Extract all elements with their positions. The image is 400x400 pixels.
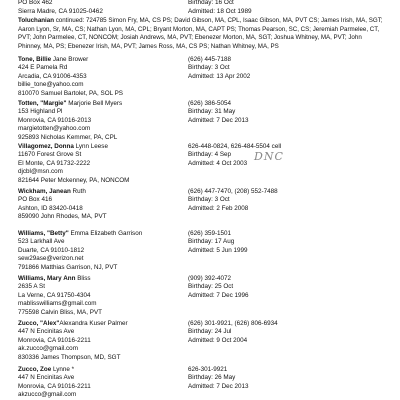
entry-text: billie_tone@yahoo.com <box>18 81 84 89</box>
member-entry <box>18 143 388 185</box>
entry-detail: Birthday: 3 Oct <box>188 196 230 204</box>
member-surname: Zucco, "Alex" <box>18 320 60 327</box>
entry-line <box>18 320 388 328</box>
member-entry <box>18 56 388 98</box>
entry-line <box>18 205 388 213</box>
entry-line <box>18 230 388 238</box>
entry-line <box>18 255 388 263</box>
entry-line <box>18 134 388 142</box>
entry-line <box>18 354 388 362</box>
entry-detail: Birthday: 17 Aug <box>188 238 235 246</box>
member-name <box>18 100 122 108</box>
entry-text: Ashton, ID 83420-0418 <box>18 204 83 212</box>
member-name <box>18 366 74 374</box>
entry-text: 791866 Matthias Garrison, NJ, PVT <box>18 263 118 271</box>
entry-text: 2635 A St <box>18 283 45 291</box>
entry-text: 523 Larkhall Ave <box>18 238 65 246</box>
entry-text: Monrovia, CA 91016-2211 <box>18 336 91 344</box>
entry-text: akzucco@gmail.com <box>18 391 77 399</box>
entry-detail: 626-301-9921 <box>188 366 228 373</box>
entry-text: La Verne, CA 91750-4304 <box>18 291 91 299</box>
entry-text: 830336 James Thompson, MD, SGT <box>18 353 121 361</box>
member-given-names: Jane Brower <box>51 56 89 63</box>
entry-text: 821644 Peter Mckenney, PA, NONCOM <box>18 176 130 184</box>
member-name <box>18 56 88 64</box>
member-name <box>18 320 128 328</box>
entry-text: 11670 Forest Grove St <box>18 151 82 159</box>
entry-detail: Admitted: 2 Feb 2008 <box>188 204 249 212</box>
entry-line <box>18 337 388 345</box>
entry-line <box>18 391 388 399</box>
entry-text: ak.zucco@gmail.com <box>18 345 78 353</box>
member-given-names: Lynne * <box>51 366 75 373</box>
member-name <box>18 275 91 283</box>
entry-detail: 626-448-0824, 626-484-5504 cell <box>188 143 282 150</box>
entry-text: 925893 Nicholas Kemmer, PA, CPL <box>18 133 118 141</box>
entry-line <box>18 196 388 204</box>
continued-ancestor-list <box>18 17 384 51</box>
fragment-city: Sierra Madre, CA 91025-0462 <box>18 8 103 15</box>
entry-line <box>18 108 388 116</box>
entry-text: 859090 John Rhodes, MA, PVT <box>18 213 107 221</box>
entry-line <box>18 151 388 159</box>
entry-line <box>18 366 388 374</box>
entry-line <box>18 383 388 391</box>
member-given-names: Lynn Leese <box>73 143 108 150</box>
fragment-line <box>0 0 400 7</box>
member-given-names: Emma Elizabeth Garrison <box>68 230 143 237</box>
entry-detail: Birthday: 31 May <box>188 108 236 116</box>
fragment-line <box>0 7 400 16</box>
entry-line <box>18 328 388 336</box>
entry-detail: Birthday: 3 Oct <box>188 64 230 72</box>
entry-detail: Admitted: 13 Apr 2002 <box>188 72 251 80</box>
entry-detail: Birthday: 4 Sep <box>188 151 232 159</box>
entry-line <box>18 56 388 64</box>
top-entry-fragment <box>0 0 400 16</box>
fragment-admitted: Admitted: 18 Oct 1989 <box>188 8 252 15</box>
entry-text: 810070 Samuel Bartolet, PA, SOL PS <box>18 89 124 97</box>
member-surname: Totten, "Margie" <box>18 100 67 107</box>
entry-text: sew29ase@verizon.net <box>18 255 84 263</box>
entry-detail: Admitted: 9 Oct 2004 <box>188 336 248 344</box>
member-entry <box>18 230 388 272</box>
handwritten-note: DNC <box>254 150 284 163</box>
entry-line <box>18 309 388 317</box>
entry-detail: Admitted: 7 Dec 1996 <box>188 291 249 299</box>
entry-text: 775598 Calvin Bliss, MA, PVT <box>18 308 102 316</box>
member-entry <box>18 275 388 317</box>
entry-text: margietotten@yahoo.com <box>18 125 91 133</box>
entry-detail: Birthday: 24 Jul <box>188 328 232 336</box>
continued-member-name: Toluchanian <box>18 17 54 24</box>
member-surname: Williams, "Betty" <box>18 230 69 237</box>
entry-text: 153 Highland Pl <box>18 108 63 116</box>
member-name <box>18 230 142 238</box>
entry-line <box>18 177 388 185</box>
entry-line <box>18 283 388 291</box>
entry-text: Duarte, CA 91010-1812 <box>18 246 85 254</box>
entry-text: 424 E Pamela Rd <box>18 64 68 72</box>
entry-line <box>18 73 388 81</box>
member-surname: Tone, Billie <box>18 56 52 63</box>
entry-detail: Birthday: 26 May <box>188 374 236 382</box>
entry-line <box>18 374 388 382</box>
entry-text: mablisswilliams@gmail.com <box>18 300 97 308</box>
entry-detail: (626) 301-9921, (626) 806-6934 <box>188 320 278 327</box>
entry-text: djcbl@msn.com <box>18 168 63 176</box>
entry-line <box>18 117 388 125</box>
entry-line <box>18 264 388 272</box>
entry-text: Arcadia, CA 91006-4353 <box>18 72 87 80</box>
member-given-names: Bliss <box>75 275 91 282</box>
entry-line <box>18 238 388 246</box>
member-entry <box>18 188 388 222</box>
member-entry <box>18 100 388 142</box>
entry-detail: Admitted: 5 Jun 1999 <box>188 246 248 254</box>
entry-detail: Admitted: 4 Oct 2003 <box>188 159 248 167</box>
entry-line <box>18 125 388 133</box>
entry-line <box>18 90 388 98</box>
member-surname: Wickham, Janean <box>18 188 71 195</box>
entry-detail: Birthday: 25 Oct <box>188 283 234 291</box>
member-given-names: Alexandra Kuser Palmer <box>59 320 128 327</box>
member-surname: Zucco, Zoe <box>18 366 52 373</box>
entry-line <box>18 188 388 196</box>
entry-line <box>18 345 388 353</box>
entry-text: El Monte, CA 91732-2222 <box>18 159 91 167</box>
entry-detail: (626) 445-7188 <box>188 56 232 63</box>
entry-text: PO Box 416 <box>18 196 52 204</box>
member-surname: Williams, Mary Ann <box>18 275 76 282</box>
entry-detail: (626) 359-1501 <box>188 230 232 237</box>
entry-line <box>18 81 388 89</box>
entry-detail: Admitted: 7 Dec 2013 <box>188 382 249 390</box>
member-given-names: Marjorie Bell Myers <box>66 100 123 107</box>
entry-text: 447 N Encinitas Ave <box>18 328 75 336</box>
entry-text: Monrovia, CA 91016-2013 <box>18 116 92 124</box>
entry-line <box>18 275 388 283</box>
entry-line <box>18 143 388 151</box>
entry-line <box>18 247 388 255</box>
entry-line <box>18 168 388 176</box>
member-name <box>18 188 86 196</box>
entry-text: 447 N Encinitas Ave <box>18 374 75 382</box>
member-surname: Villagomez, Donna <box>18 143 74 150</box>
entry-text: Monrovia, CA 91016-2211 <box>18 382 91 390</box>
entry-detail: (909) 392-4072 <box>188 275 232 282</box>
entry-detail: (626) 386-5054 <box>188 100 232 107</box>
entry-detail: Admitted: 7 Dec 2013 <box>188 116 249 124</box>
entry-line <box>18 300 388 308</box>
entry-line <box>18 292 388 300</box>
entry-line <box>18 160 388 168</box>
entry-line <box>18 213 388 221</box>
entry-line <box>18 100 388 108</box>
entry-line <box>18 64 388 72</box>
member-entry <box>18 320 388 362</box>
continued-ancestors: continued: 724785 Simon Fry, MA, CS PS; David Gibson, MA, CPL, Isaac Gibson, MA, PVT CS; James Irish, MA, SGT; Aaron Lyon, Sr, MA, CS; Nathan Lyon, MA, CPL; Bryant Morton, MA, CAPT PS; Thomas Pearson, SC, CS; Jeremiah Parmelee, CT, PVT; John Parmelee, CT, NONCOM; Josiah Andrews, MA, PVT; Ebenezer Morton, MA, SGT; Joshua Whitney, MA, PVT; John Phinney, MA, PS; Ebenezer Irish, MA, PVT; James Ross, MA, CS PS; Nathan Whitney, MA, PS <box>18 17 383 50</box>
entry-detail: (626) 447-7470, (208) 552-7488 <box>188 188 278 195</box>
fragment-birthday: Birthday: 16 Oct <box>188 0 234 6</box>
member-name <box>18 143 108 151</box>
fragment-address: PO Box 462 <box>18 0 53 6</box>
member-entry <box>18 366 388 400</box>
member-given-names: Ruth <box>70 188 86 195</box>
